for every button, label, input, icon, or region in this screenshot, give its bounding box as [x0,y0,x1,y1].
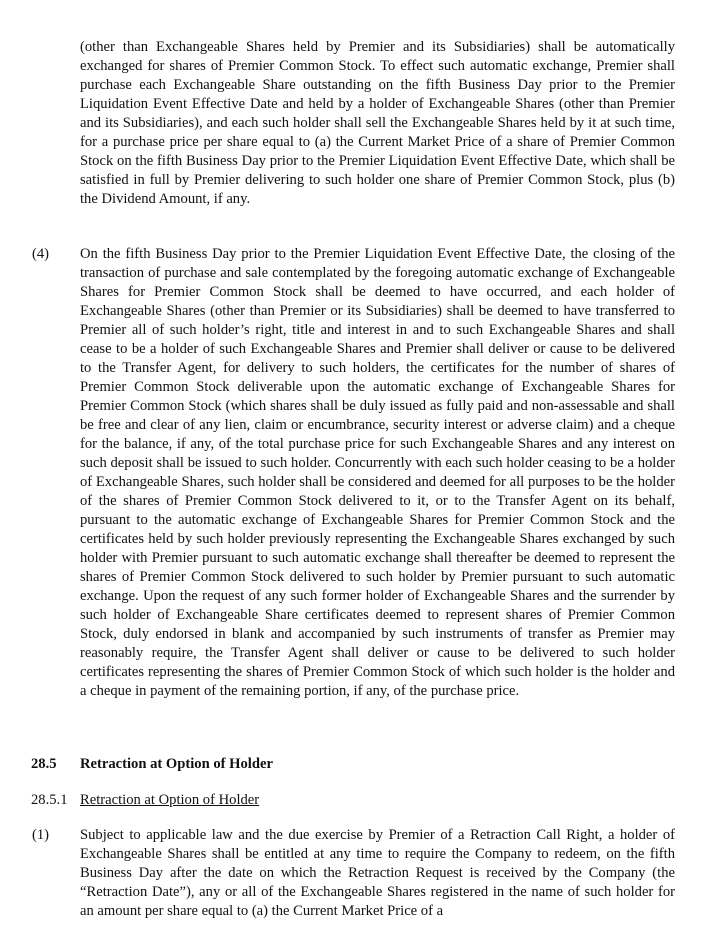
continuation-paragraph: (other than Exchangeable Shares held by Premier and its Subsidiaries) shall be automatically exchanged for shares of Premier Common Stock. To effect such automatic exchange, Premier shall purchase each Exchangeable Share outstanding on the fifth Business Day prior to the Premier Liquidation Event Effective Date and held by a holder of Exchangeable Shares (other than Premier and its Subsidiaries), and each such holder shall sell the Exchangeable Shares held by it at such time, for a purchase price per share equal to (a) the Current Market Price of a share of Premier Common Stock on the fifth Business Day prior to the Premier Liquidation Event Effective Date, which shall be satisfied in full by Premier delivering to such holder one share of Premier Common Stock, plus (b) the Dividend Amount, if any. [80,39,675,207]
item-4-marker: (4) [32,246,50,262]
section-number: 28.5 [31,756,57,772]
subsection-number: 28.5.1 [31,792,68,808]
item-4-paragraph: On the fifth Business Day prior to the Premier Liquidation Event Effective Date, the closing of the transaction of purchase and sale contemplated by the foregoing automatic exchange of Exchangeable Shares for Premier Common Stock shall be deemed to have occurred, and each holder of Exchangeable Shares (other than Premier or its Subsidiaries) shall be deemed to have transferred to Premier all of such holder’s right, title and interest in and to such Exchangeable Shares and shall cease to be a holder of such Exchangeable Shares and Premier shall deliver or cause to be delivered to the Transfer Agent, for delivery to such holders, the certificates for the number of shares of Premier Common Stock deliverable upon the automatic exchange of Exchangeable Shares for Premier Common Stock (which shares shall be duly issued as fully paid and non-assessable and shall be free and clear of any lien, claim or encumbrance, security interest or adverse claim) and a cheque for the balance, if any, of the total purchase price for such Exchangeable Shares and any interest on such deposit shall be issued to such holder. Concurrently with each such holder ceasing to be a holder of Exchangeable Shares, such holder shall be considered and deemed for all purposes to be the holder of the shares of Premier Common Stock delivered to it, or to the Transfer Agent on its behalf, pursuant to the automatic exchange of Exchangeable Shares for Premier Common Stock and the certificates held by such holder previously representing the Exchangeable Shares exchanged by such holder with Premier pursuant to such automatic exchange shall thereafter be deemed to represent the shares of Premier Common Stock delivered to such holder by Premier pursuant to such automatic exchange. Upon the request of any such former holder of Exchangeable Shares and the surrender by such holder of Exchangeable Share certificates deemed to represent shares of Premier Common Stock, duly endorsed in blank and accompanied by such instruments of transfer as Premier may reasonably require, the Transfer Agent shall deliver or cause to be delivered to such holder certificates representing the shares of Premier Common Stock of which such holder is the holder and a cheque in payment of the remaining portion, if any, of the purchase price. [80,246,675,699]
item-1-marker: (1) [32,827,50,843]
item-1-paragraph: Subject to applicable law and the due exercise by Premier of a Retraction Call Right, a holder of Exchangeable Shares shall be entitled at any time to require the Company to redeem, on the fifth Business Day after the date on which the Retraction Request is received by the Company (the “Retraction Date”), any or all of the Exchangeable Shares registered in the name of such holder for an amount per share equal to (a) the Current Market Price of a [80,827,675,919]
subsection-title: Retraction at Option of Holder [80,792,260,808]
section-title: Retraction at Option of Holder [80,756,273,772]
